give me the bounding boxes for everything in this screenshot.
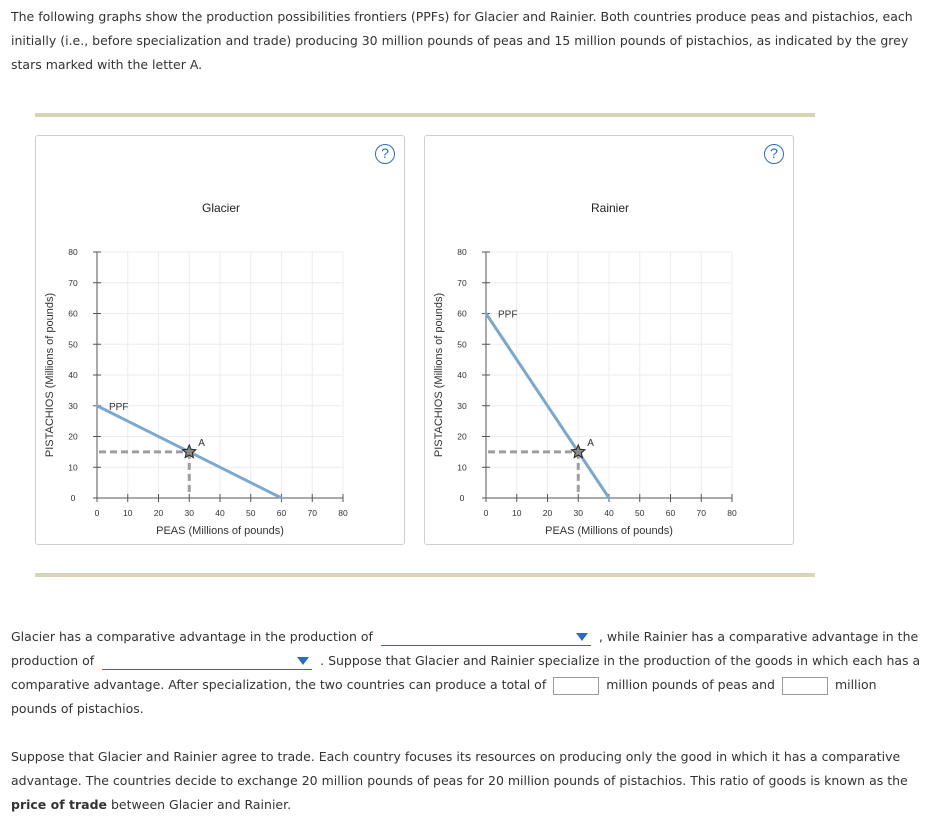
x-tick-label: 70 <box>307 508 317 518</box>
x-tick-label: 50 <box>635 508 645 518</box>
question-text-3: . Suppose that Glacier and Rainier specialize in the production of the goods in which each has a comparative advantage. After specialization, the two countries can produce a total of <box>11 653 921 692</box>
y-tick-label: 20 <box>457 431 467 442</box>
y-tick-label: 20 <box>68 431 78 442</box>
question-text-1: Glacier has a comparative advantage in the production of <box>11 629 373 644</box>
trade-text-1: Suppose that Glacier and Rainier agree to trade. Each country focuses its resources on producing only the good in which it has a comparative advantage. The countries decide to exchange 20 million pounds of peas for 20 million pounds of pistachios. This ratio of goods is known as the <box>11 749 908 788</box>
rainier-advantage-dropdown[interactable] <box>102 653 312 670</box>
rainier-help-icon[interactable]: ? <box>764 144 784 164</box>
y-tick-label: 50 <box>457 339 467 350</box>
trade-text-2: between Glacier and Rainier. <box>111 797 292 812</box>
y-tick-label: 70 <box>457 277 467 288</box>
x-tick-label: 10 <box>512 508 522 518</box>
ppf-label: PPF <box>498 309 518 321</box>
intro-text: The following graphs show the production possibilities frontiers (PPFs) for Glacier and Rainier. Both countries produce peas and pistachios, each initially (i.e., before specialization and trade) producing 30 million pounds of peas and 15 million pounds of pistachios, as indicated by the grey stars marked with the letter A. <box>11 9 913 72</box>
chevron-down-icon <box>576 633 588 641</box>
x-tick-label: 50 <box>246 508 256 518</box>
glacier-help-icon[interactable]: ? <box>375 144 395 164</box>
x-tick-label: 80 <box>727 508 737 518</box>
top-divider <box>35 113 815 117</box>
rainier-chart <box>425 136 795 546</box>
y-tick-label: 10 <box>68 462 78 473</box>
x-tick-label: 0 <box>483 508 489 518</box>
x-tick-label: 40 <box>215 508 225 518</box>
x-tick-label: 60 <box>276 508 287 518</box>
price-of-trade-term: price of trade <box>11 797 108 812</box>
x-tick-label: 70 <box>696 508 706 518</box>
chart-title: Glacier <box>201 201 241 215</box>
y-tick-label: 50 <box>68 339 78 350</box>
chart-title: Rainier <box>590 201 630 215</box>
y-tick-label: 60 <box>457 308 467 319</box>
x-axis-label: PEAS (Millions of pounds) <box>156 525 284 537</box>
glacier-chart <box>36 136 406 546</box>
question-text-4: million pounds of peas and <box>606 677 775 692</box>
x-tick-label: 80 <box>338 508 348 518</box>
y-tick-label: 40 <box>457 370 467 380</box>
total-pistachios-input[interactable] <box>782 677 828 695</box>
y-tick-label: 80 <box>457 247 467 257</box>
point-a-label: A <box>587 437 594 449</box>
ppf-label: PPF <box>109 401 129 413</box>
total-peas-input[interactable] <box>553 677 599 695</box>
question-paragraph <box>11 625 926 721</box>
glacier-advantage-dropdown[interactable] <box>381 629 591 646</box>
glacier-graph-panel <box>35 135 405 545</box>
x-tick-label: 30 <box>573 508 583 518</box>
y-tick-label: 40 <box>68 370 78 380</box>
chevron-down-icon <box>297 657 309 665</box>
x-tick-label: 60 <box>665 508 676 518</box>
y-tick-label: 0 <box>459 493 465 503</box>
y-axis-label: PISTACHIOS (Millions of pounds) <box>433 292 445 458</box>
bottom-divider <box>35 573 815 577</box>
y-axis-label: PISTACHIOS (Millions of pounds) <box>44 292 56 458</box>
trade-paragraph <box>11 745 926 817</box>
x-tick-label: 20 <box>153 508 164 518</box>
x-axis-label: PEAS (Millions of pounds) <box>545 525 673 537</box>
y-tick-label: 30 <box>457 400 467 411</box>
point-a-label: A <box>198 437 205 449</box>
y-tick-label: 60 <box>68 308 78 319</box>
y-tick-label: 30 <box>68 400 78 411</box>
x-tick-label: 40 <box>604 508 614 518</box>
y-tick-label: 70 <box>68 277 78 288</box>
y-tick-label: 10 <box>457 462 467 473</box>
y-tick-label: 0 <box>70 493 76 503</box>
x-tick-label: 30 <box>184 508 194 518</box>
question-text-2: , while Rainier has a comparative advantage in the production of <box>11 629 919 668</box>
x-tick-label: 10 <box>123 508 133 518</box>
x-tick-label: 20 <box>542 508 553 518</box>
question-text-5: million pounds of pistachios. <box>11 677 877 716</box>
y-tick-label: 80 <box>68 247 78 257</box>
x-tick-label: 0 <box>94 508 100 518</box>
rainier-graph-panel <box>424 135 794 545</box>
